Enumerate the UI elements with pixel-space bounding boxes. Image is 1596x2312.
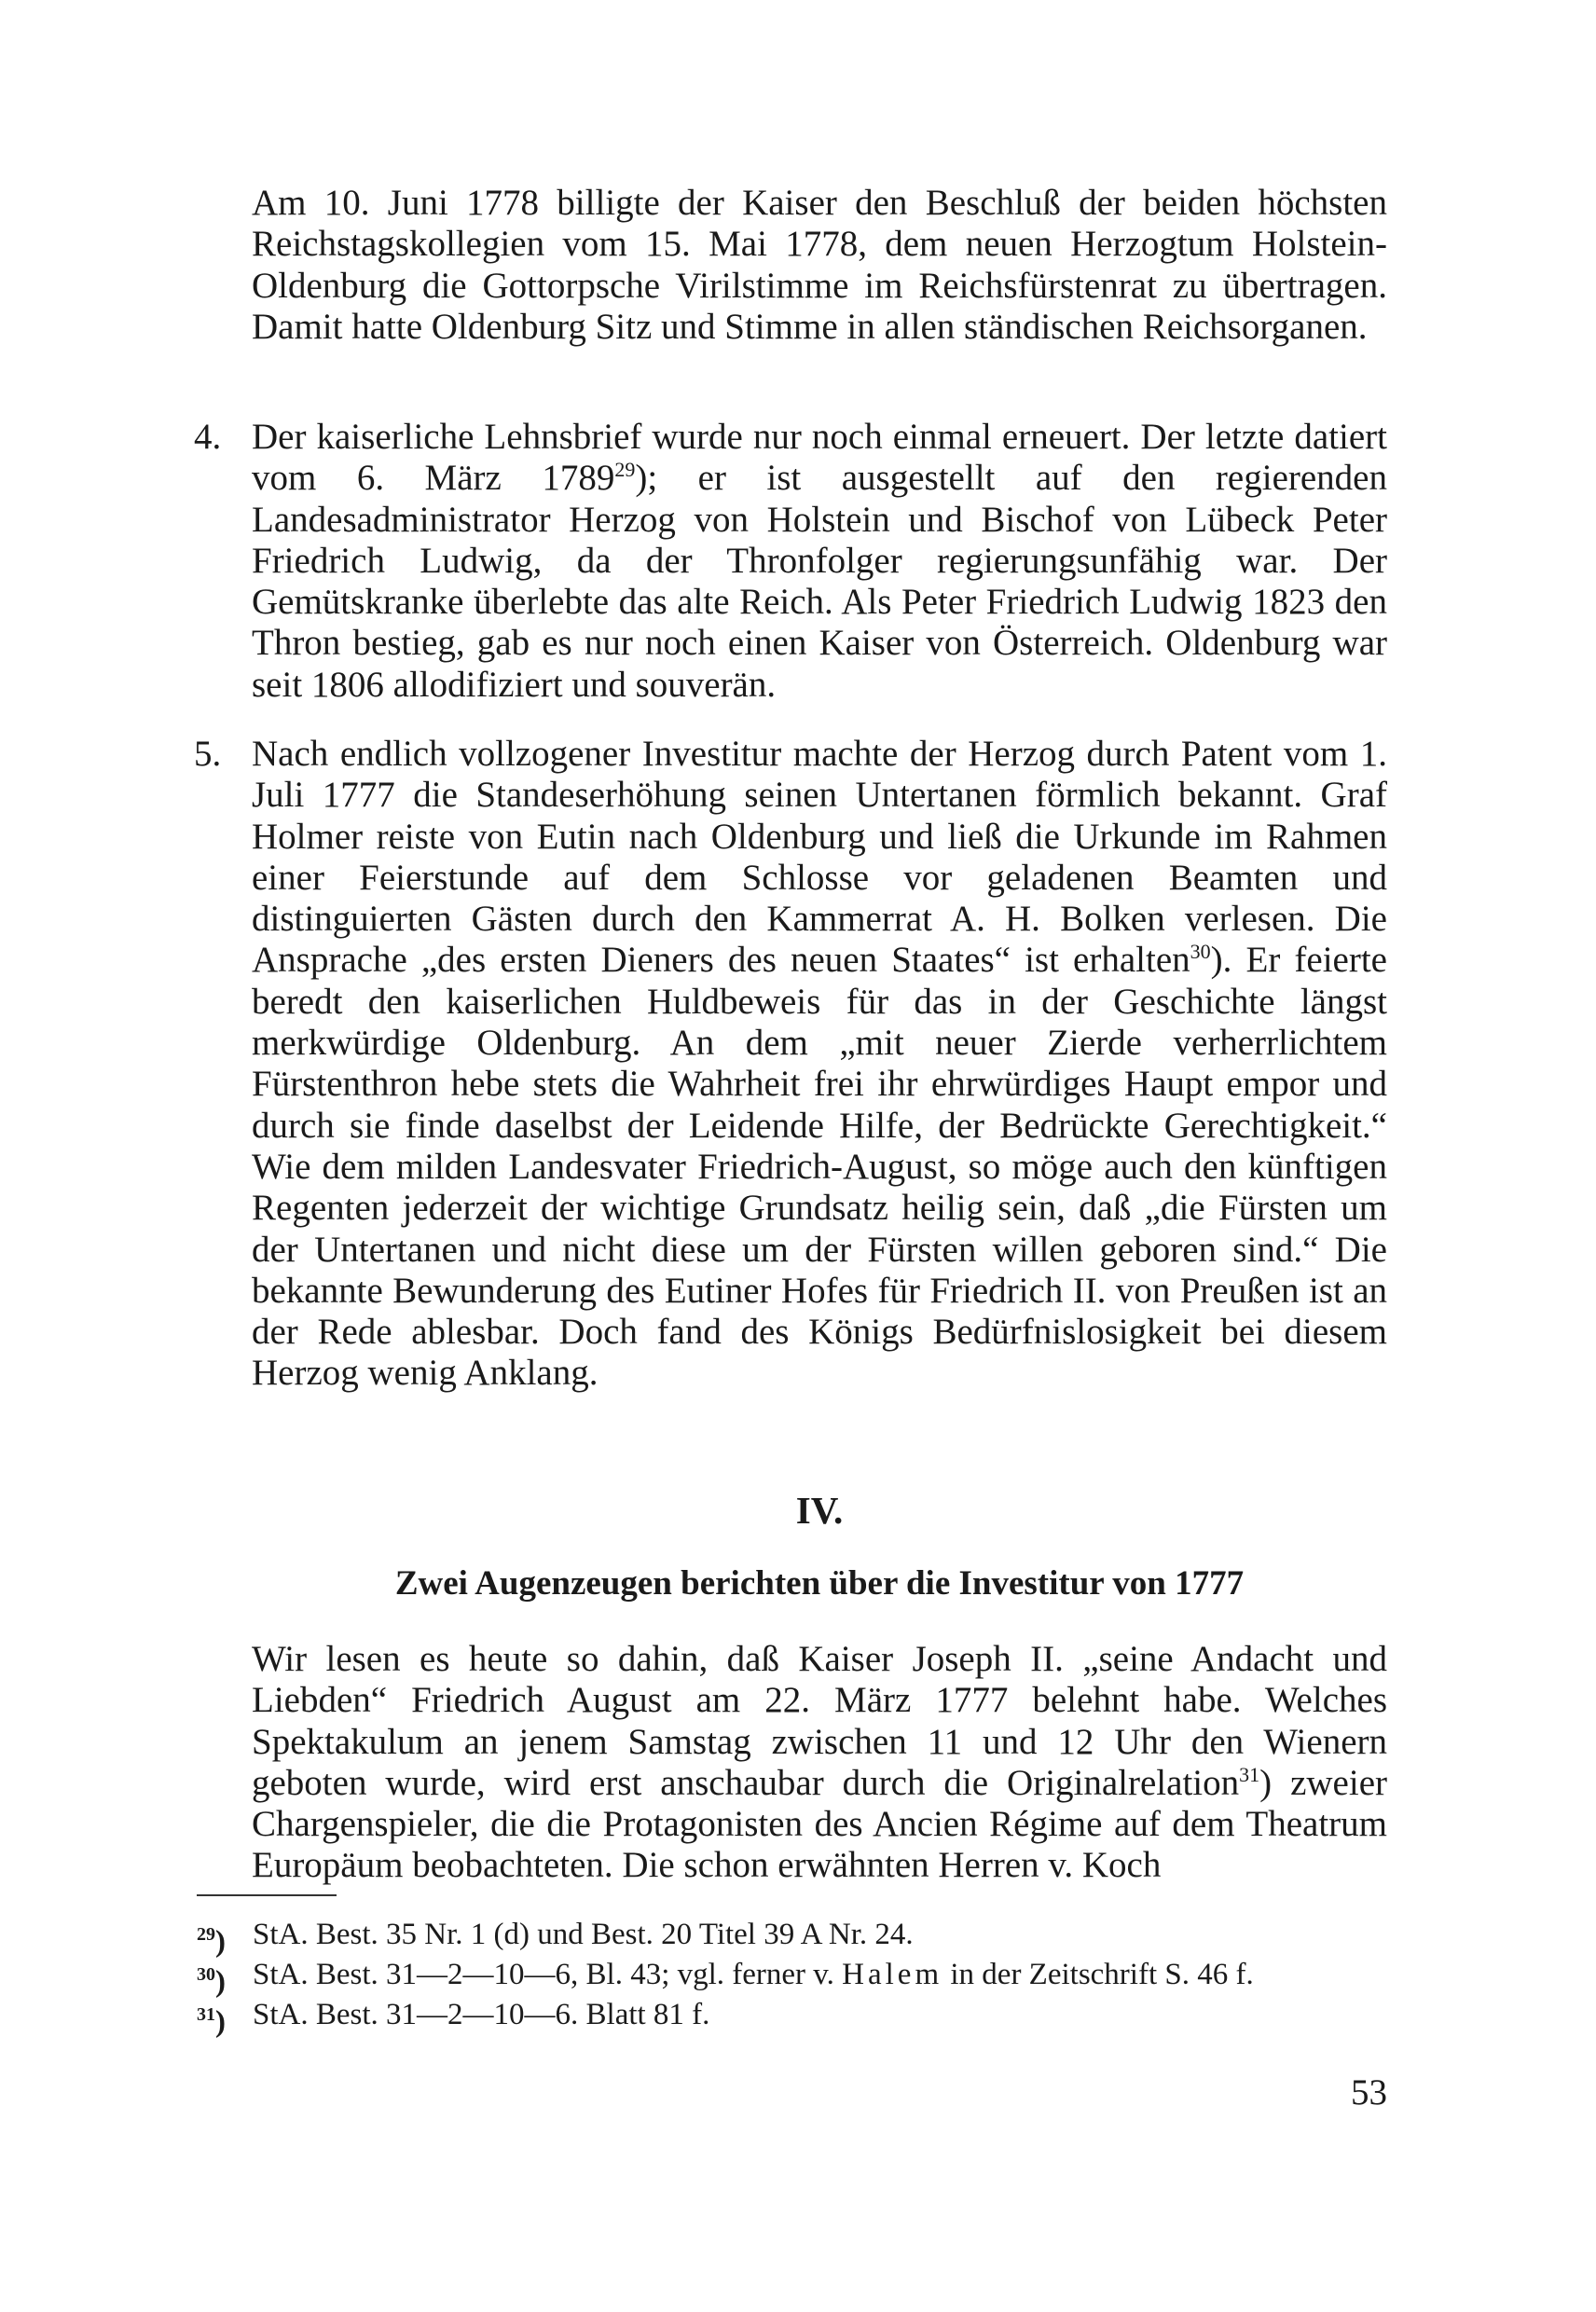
item-number: 5.	[194, 734, 222, 774]
footnote-mark: $^{30}$)	[197, 1964, 226, 1999]
intro-paragraph-text: Am 10. Juni 1778 billigte der Kaiser den Beschluß der beiden höchsten Reichstagskollegien vom 15. Mai 1778, dem neuen Herzogtum Holstein-Oldenburg die Gottorpsche Virilstimme im Reichsfürstenrat zu übertragen. Damit hatte Oldenburg Sitz und Stimme in allen ständischen Reichsorganen.	[252, 183, 1387, 347]
item-text: ); er ist ausgestellt auf den regierenden Landesadministrator Herzog von Holstein und Bischof von Lübeck Peter Friedrich Ludwig, da der Thronfolger regierungsunfähig war. Der Gemütskranke überlebte das alte Reich. Als Peter Friedrich Ludwig 1823 den Thron bestieg, gab es nur noch einen Kaiser von Österreich. Oldenburg war seit 1806 allodifiziert und souverän.	[252, 458, 1387, 705]
section-paragraph	[252, 1639, 1387, 1887]
intro-paragraph	[252, 183, 1387, 348]
footnote	[197, 1915, 1390, 1959]
footnote-reference[interactable]: 31	[1239, 1762, 1260, 1786]
section-text: Wir lesen es heute so dahin, daß Kaiser Joseph II. „seine Andacht und Liebden“ Friedrich August am 22. März 1777 belehnt habe. Welches Spektakulum an jenem Samstag zwischen 11 und 12 Uhr den Wienern geboten wurde, wird erst anschaubar durch die Originalrelation	[252, 1639, 1387, 1803]
item-body	[252, 417, 1387, 706]
footnote-mark: $^{31}$)	[197, 2004, 226, 2039]
footnote-text: StA. Best. 31—2—10—6, Bl. 43; vgl. ferner v. Halem in der Zeitschrift S. 46 f.	[253, 1958, 1254, 1991]
footnote-separator	[197, 1894, 337, 1896]
item-body	[252, 734, 1387, 1395]
footnote-reference[interactable]: 30	[1190, 940, 1211, 964]
footnote	[197, 1995, 1390, 2039]
item-text: Der kaiserliche Lehnsbrief wurde nur noch einmal erneuert. Der letzte datiert vom 6. März 1789	[252, 417, 1387, 499]
footnotes	[197, 1915, 1390, 2039]
page-number: 53	[1351, 2072, 1387, 2112]
section-title: Zwei Augenzeugen berichten über die Investitur von 1777	[394, 1564, 1245, 1603]
footnote	[197, 1955, 1390, 1999]
item-number: 4.	[194, 417, 222, 457]
footnote-text: StA. Best. 31—2—10—6. Blatt 81 f.	[253, 1998, 710, 2031]
section-text: ) zweier Chargenspieler, die die Protagonisten des Ancien Régime auf dem Theatrum Europäum beobachteten. Die schon erwähnten Herren v. Koch	[252, 1762, 1387, 1886]
footnote-reference[interactable]: 29	[614, 458, 636, 482]
item-text: ). Er feierte beredt den kaiserlichen Huldbeweis für das in der Geschichte längst merkwürdige Oldenburg. An dem „mit neuer Zierde verherrlichtem Fürstenthron hebe stets die Wahrheit frei ihr ehrwürdiges Haupt empor und durch sie finde daselbst der Leidende Hilfe, der Bedrückte Gerechtigkeit.“ Wie dem milden Landesvater Friedrich-August, so möge auch den künftigen Regenten jederzeit der wichtige Grundsatz heilig sein, daß „die Fürsten um der Untertanen und nicht diese um der Fürsten willen geboren sind.“ Die bekannte Bewunderung des Eutiner Hofes für Friedrich II. von Preußen ist an der Rede ablesbar. Doch fand des Königs Bedürfnislosigkeit bei diesem Herzog wenig Anklang.	[252, 940, 1387, 1394]
footnote-mark: $^{29}$)	[197, 1924, 226, 1959]
spaced-author-name: Halem	[842, 1958, 943, 1991]
item-text: Nach endlich vollzogener Investitur machte der Herzog durch Patent vom 1. Juli 1777 die Standeserhöhung seinen Untertanen förmlich bekannt. Graf Holmer reiste von Eutin nach Oldenburg und ließ die Urkunde im Rahmen einer Feierstunde auf dem Schlosse vor geladenen Beamten und distinguierten Gästen durch den Kammerrat A. H. Bolken verlesen. Die Ansprache „des ersten Dieners des neuen Staates“ ist erhalten	[252, 734, 1387, 981]
footnote-text: StA. Best. 35 Nr. 1 (d) und Best. 20 Titel 39 A Nr. 24.	[253, 1918, 914, 1951]
section-number: IV.	[795, 1489, 844, 1532]
